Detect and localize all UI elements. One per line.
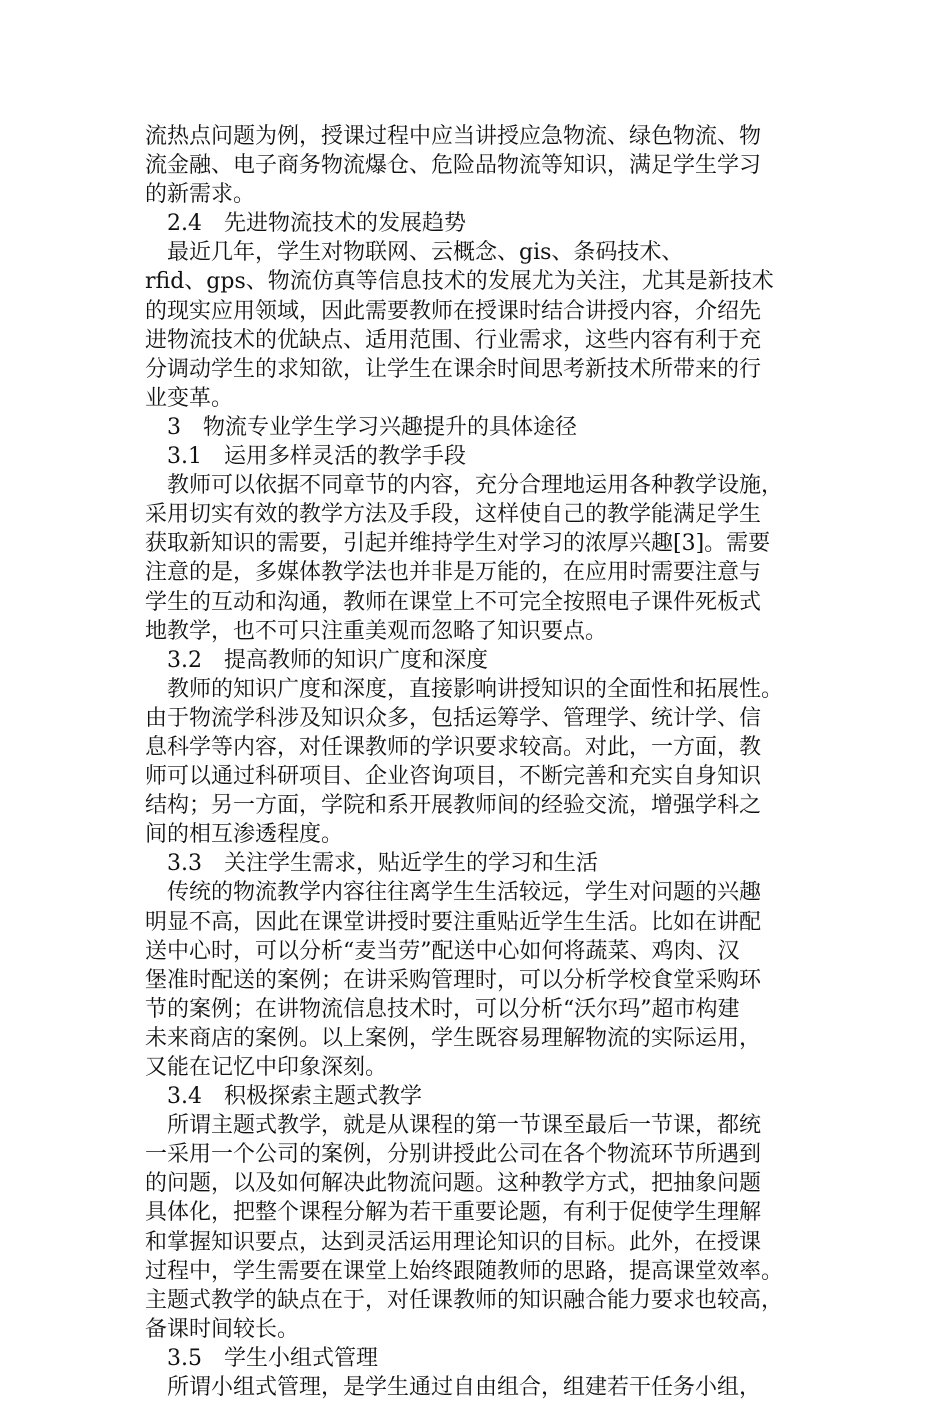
body-line: rfid、gps、物流仿真等信息技术的发展尤为关注，尤其是新技术 [145, 269, 774, 295]
body-line: 获取新知识的需要，引起并维持学生对学习的浓厚兴趣[3]。需要 [145, 531, 771, 557]
body-line: 送中心时，可以分析“麦当劳”配送中心如何将蔬菜、鸡肉、汉 [145, 938, 740, 964]
paragraph-first-line: 教师的知识广度和深度，直接影响讲授知识的全面性和拓展性。 [167, 676, 784, 702]
body-line: 进物流技术的优缺点、适用范围、行业需求，这些内容有利于充 [145, 327, 762, 353]
body-line: 备课时间较长。 [145, 1316, 300, 1342]
paragraph-first-line: 教师可以依据不同章节的内容，充分合理地运用各种教学设施， [167, 473, 784, 499]
body-line: 由于物流学科涉及知识众多，包括运筹学、管理学、统计学、信 [145, 705, 762, 731]
body-line: 结构；另一方面，学院和系开展教师间的经验交流，增强学科之 [145, 793, 762, 819]
paragraph-first-line: 所谓小组式管理，是学生通过自由组合，组建若干任务小组， [167, 1375, 762, 1401]
body-line: 流金融、电子商务物流爆仓、危险品物流等知识，满足学生学习 [145, 153, 762, 179]
body-line: 明显不高，因此在课堂讲授时要注重贴近学生生活。比如在讲配 [145, 909, 762, 935]
body-line: 间的相互渗透程度。 [145, 822, 344, 848]
section-heading-3-4: 3.4 积极探索主题式教学 [167, 1084, 422, 1110]
body-line: 一采用一个公司的案例，分别讲授此公司在各个物流环节所遇到 [145, 1142, 762, 1168]
body-line: 具体化，把整个课程分解为若干重要论题，有利于促使学生理解 [145, 1200, 762, 1226]
section-heading-3: 3 物流专业学生学习兴趣提升的具体途径 [167, 414, 577, 440]
body-line: 流热点问题为例，授课过程中应当讲授应急物流、绿色物流、物 [145, 124, 762, 149]
body-line: 节的案例；在讲物流信息技术时，可以分析“沃尔玛”超市构建 [145, 996, 740, 1022]
body-line: 分调动学生的求知欲，让学生在课余时间思考新技术所带来的行 [145, 356, 762, 382]
section-heading-3-1: 3.1 运用多样灵活的教学手段 [167, 444, 466, 470]
paragraph-first-line: 传统的物流教学内容往往离学生生活较远，学生对问题的兴趣 [167, 880, 762, 906]
body-line: 学生的互动和沟通，教师在课堂上不可完全按照电子课件死板式 [145, 589, 762, 615]
body-line: 过程中，学生需要在课堂上始终跟随教师的思路，提高课堂效率。 [145, 1258, 784, 1284]
body-line: 息科学等内容，对任课教师的学识要求较高。对此，一方面，教 [145, 734, 762, 760]
body-line: 地教学，也不可只注重美观而忽略了知识要点。 [145, 618, 608, 644]
body-line: 未来商店的案例。以上案例，学生既容易理解物流的实际运用， [145, 1025, 762, 1051]
body-line: 的现实应用领域，因此需要教师在授课时结合讲授内容，介绍先 [145, 298, 762, 324]
section-heading-2-4: 2.4 先进物流技术的发展趋势 [167, 211, 466, 237]
body-line: 注意的是，多媒体教学法也并非是万能的，在应用时需要注意与 [145, 560, 762, 586]
body-line: 业变革。 [145, 385, 234, 411]
section-heading-3-3: 3.3 关注学生需求，贴近学生的学习和生活 [167, 851, 598, 877]
section-heading-3-2: 3.2 提高教师的知识广度和深度 [167, 647, 488, 673]
body-line: 的问题，以及如何解决此物流问题。这种教学方式，把抽象问题 [145, 1171, 762, 1197]
body-line: 师可以通过科研项目、企业咨询项目，不断完善和充实自身知识 [145, 764, 762, 790]
body-line: 的新需求。 [145, 182, 256, 208]
document-page [145, 122, 795, 1402]
body-line: 和掌握知识要点，达到灵活运用理论知识的目标。此外，在授课 [145, 1229, 762, 1255]
body-line: 又能在记忆中印象深刻。 [145, 1055, 388, 1080]
paragraph-first-line: 所谓主题式教学，就是从课程的第一节课至最后一节课，都统 [167, 1113, 762, 1139]
paragraph-first-line: 最近几年，学生对物联网、云概念、gis、条码技术、 [167, 240, 684, 266]
body-line: 堡准时配送的案例；在讲采购管理时，可以分析学校食堂采购环 [145, 967, 762, 993]
body-line: 主题式教学的缺点在于，对任课教师的知识融合能力要求也较高， [145, 1287, 784, 1313]
body-line: 采用切实有效的教学方法及手段，这样使自己的教学能满足学生 [145, 502, 762, 528]
section-heading-3-5: 3.5 学生小组式管理 [167, 1345, 378, 1371]
